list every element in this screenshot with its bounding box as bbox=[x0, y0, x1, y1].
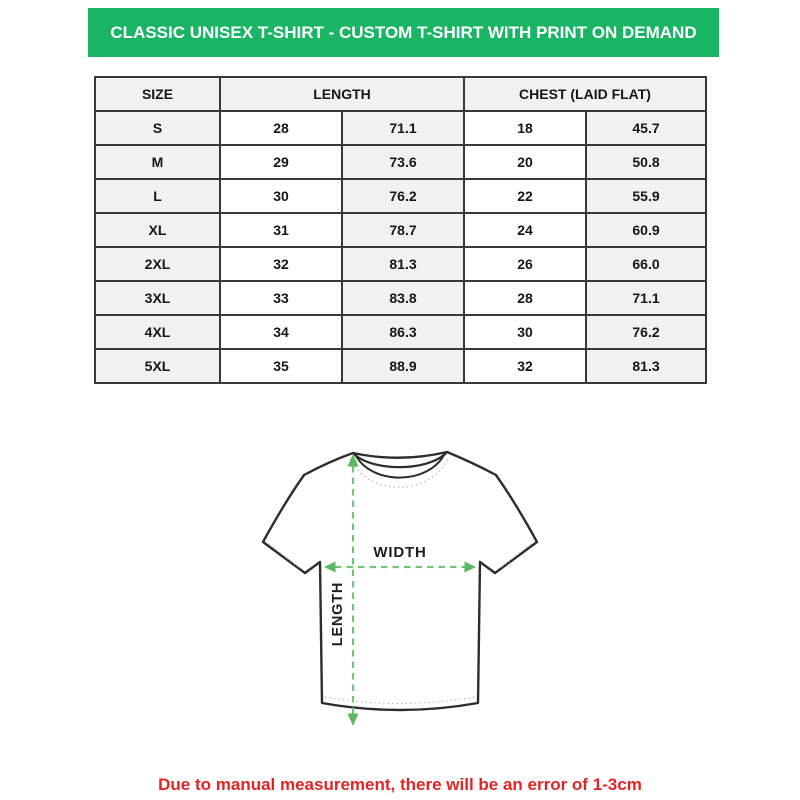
size-cell: 4XL bbox=[95, 315, 220, 349]
table-row bbox=[95, 179, 706, 213]
chest-cm-cell: 50.8 bbox=[586, 145, 706, 179]
length-cm-cell: 88.9 bbox=[342, 349, 464, 383]
length-cm-cell: 73.6 bbox=[342, 145, 464, 179]
chest-in-cell: 32 bbox=[464, 349, 586, 383]
table-row bbox=[95, 315, 706, 349]
length-in-cell: 35 bbox=[220, 349, 342, 383]
size-cell: M bbox=[95, 145, 220, 179]
chest-in-cell: 20 bbox=[464, 145, 586, 179]
length-in-cell: 28 bbox=[220, 111, 342, 145]
chest-in-cell: 22 bbox=[464, 179, 586, 213]
chest-in-cell: 18 bbox=[464, 111, 586, 145]
chest-cm-cell: 66.0 bbox=[586, 247, 706, 281]
footnote: Due to manual measurement, there will be an error of 1-3cm bbox=[158, 775, 642, 794]
length-arrowhead-bottom bbox=[348, 714, 359, 727]
length-label: LENGTH bbox=[330, 581, 346, 647]
table-row bbox=[95, 111, 706, 145]
size-cell: XL bbox=[95, 213, 220, 247]
length-in-cell: 33 bbox=[220, 281, 342, 315]
chest-cm-cell: 76.2 bbox=[586, 315, 706, 349]
chest-cm-cell: 60.9 bbox=[586, 213, 706, 247]
tshirt-diagram bbox=[240, 435, 560, 750]
size-cell: 2XL bbox=[95, 247, 220, 281]
length-in-cell: 30 bbox=[220, 179, 342, 213]
length-in-cell: 34 bbox=[220, 315, 342, 349]
size-cell: 5XL bbox=[95, 349, 220, 383]
chest-cm-cell: 45.7 bbox=[586, 111, 706, 145]
header-chest: CHEST (LAID FLAT) bbox=[464, 77, 706, 111]
chest-cm-cell: 71.1 bbox=[586, 281, 706, 315]
chest-cm-cell: 55.9 bbox=[586, 179, 706, 213]
length-cm-cell: 78.7 bbox=[342, 213, 464, 247]
length-cm-cell: 76.2 bbox=[342, 179, 464, 213]
table-row bbox=[95, 145, 706, 179]
width-label: WIDTH bbox=[373, 544, 427, 561]
length-cm-cell: 86.3 bbox=[342, 315, 464, 349]
table-row bbox=[95, 281, 706, 315]
size-cell: S bbox=[95, 111, 220, 145]
chest-cm-cell: 81.3 bbox=[586, 349, 706, 383]
table-header-row bbox=[95, 77, 706, 111]
chest-in-cell: 30 bbox=[464, 315, 586, 349]
table-row bbox=[95, 247, 706, 281]
chest-in-cell: 28 bbox=[464, 281, 586, 315]
length-cm-cell: 71.1 bbox=[342, 111, 464, 145]
header-size: SIZE bbox=[95, 77, 220, 111]
length-in-cell: 32 bbox=[220, 247, 342, 281]
tshirt-outline bbox=[263, 452, 537, 710]
size-table bbox=[94, 76, 707, 384]
length-in-cell: 29 bbox=[220, 145, 342, 179]
size-table-body bbox=[95, 111, 706, 383]
size-cell: 3XL bbox=[95, 281, 220, 315]
size-cell: L bbox=[95, 179, 220, 213]
length-in-cell: 31 bbox=[220, 213, 342, 247]
table-row bbox=[95, 349, 706, 383]
table-row bbox=[95, 213, 706, 247]
length-cm-cell: 81.3 bbox=[342, 247, 464, 281]
page-title: CLASSIC UNISEX T-SHIRT - CUSTOM T-SHIRT WITH PRINT ON DEMAND bbox=[110, 22, 697, 42]
title-banner bbox=[88, 8, 719, 57]
chest-in-cell: 24 bbox=[464, 213, 586, 247]
chest-in-cell: 26 bbox=[464, 247, 586, 281]
length-cm-cell: 83.8 bbox=[342, 281, 464, 315]
header-length: LENGTH bbox=[220, 77, 464, 111]
